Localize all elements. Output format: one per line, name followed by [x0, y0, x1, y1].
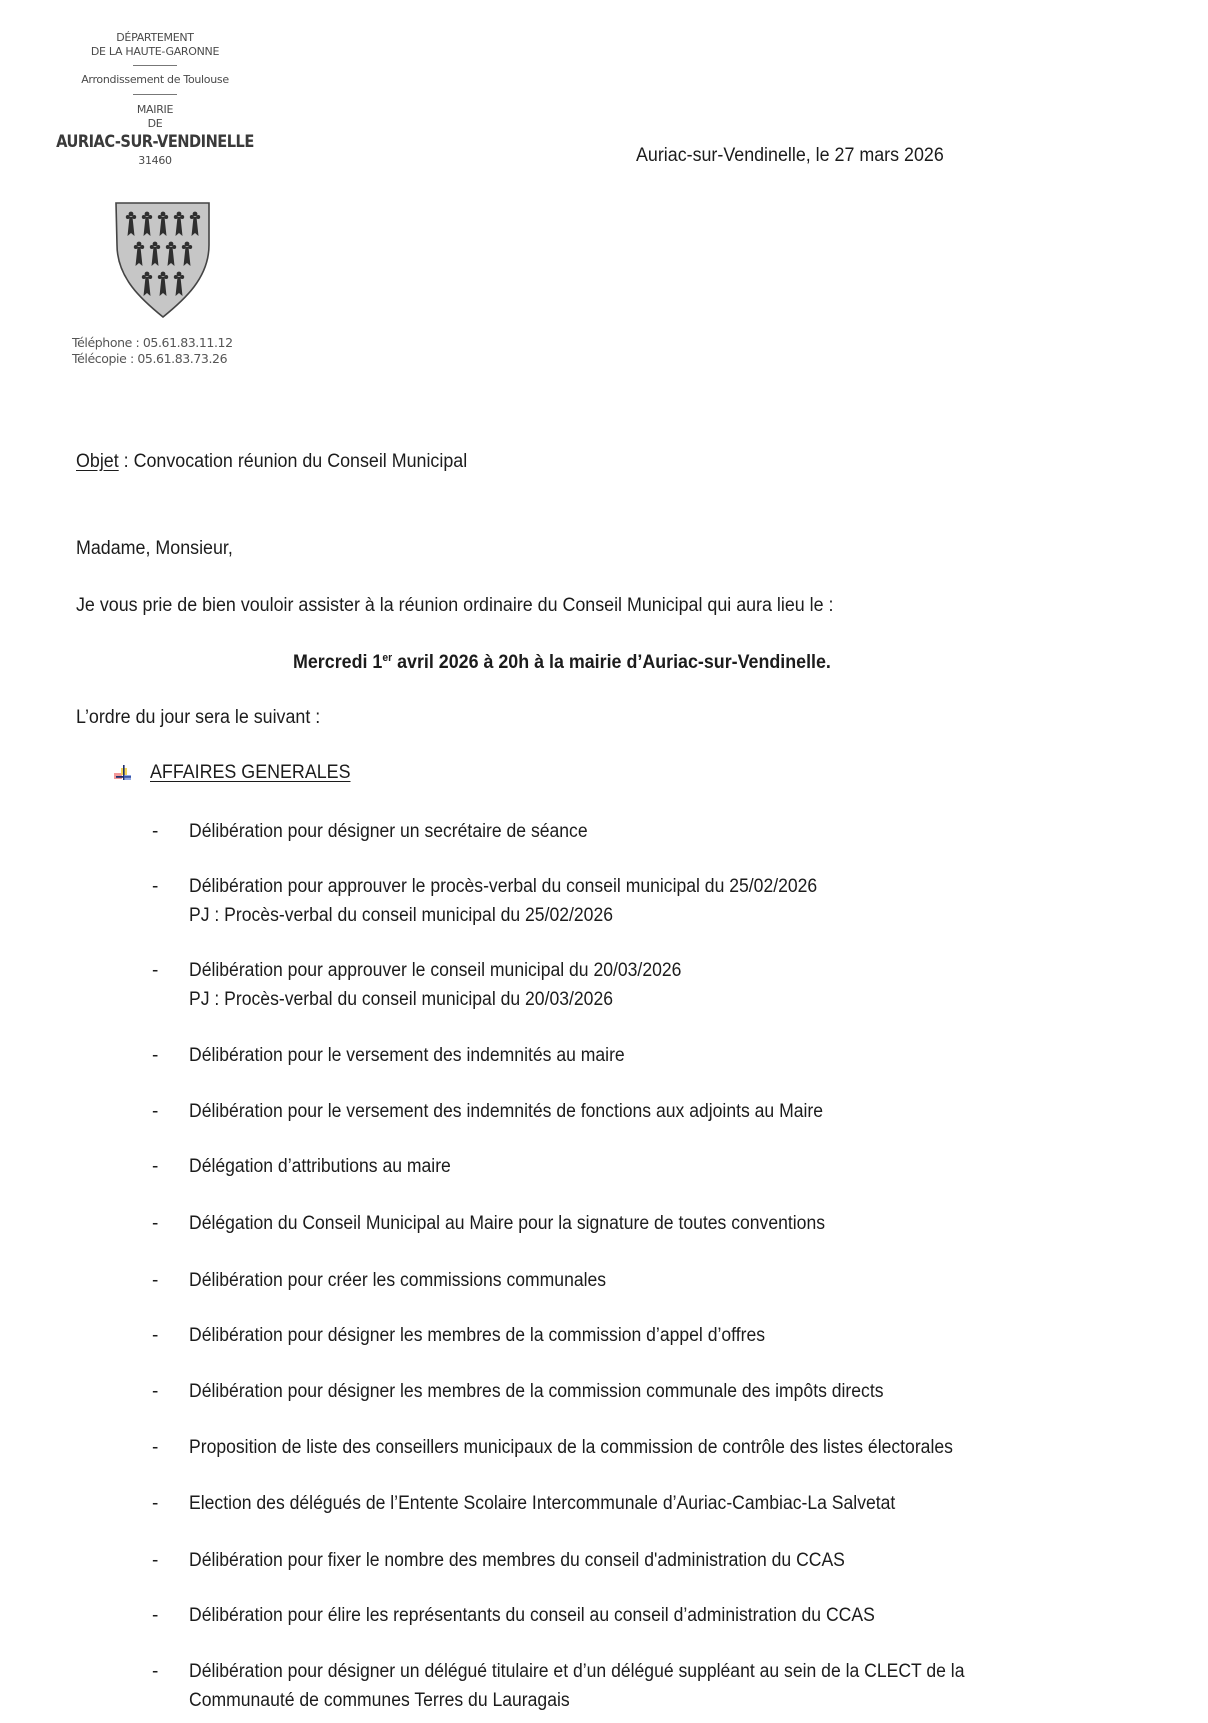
agenda-item-text: Délégation du Conseil Municipal au Maire pour la signature de toutes conventions [189, 1213, 826, 1234]
agenda-item-subtext: PJ : Procès-verbal du conseil municipal du 25/02/2026 [189, 905, 613, 926]
department-line-1: DÉPARTEMENT [116, 31, 194, 44]
list-dash: - [152, 1550, 159, 1571]
subject-label: Objet [76, 451, 119, 472]
de-label: DE [147, 117, 163, 130]
postcode: 31460 [138, 154, 172, 167]
meeting-suffix: avril 2026 à 20h à la mairie d’Auriac-sur-Vendinelle. [392, 652, 831, 673]
list-dash: - [152, 1325, 159, 1346]
list-dash: - [152, 960, 159, 981]
agenda-item-text: Délibération pour désigner les membres de la commission d’appel d’offres [189, 1325, 766, 1346]
agenda-intro: L’ordre du jour sera le suivant : [76, 707, 321, 728]
agenda-item-text: Délibération pour le versement des indemnités de fonctions aux adjoints au Maire [189, 1101, 824, 1122]
date-line: Auriac-sur-Vendinelle, le 27 mars 2026 [636, 145, 944, 166]
section-title: AFFAIRES GENERALES [150, 762, 351, 783]
letterhead [40, 31, 270, 168]
agenda-item-text: Délibération pour créer les commissions communales [189, 1270, 607, 1291]
subject-text: : Convocation réunion du Conseil Municipal [118, 451, 468, 472]
list-dash: - [152, 1437, 159, 1458]
telecopie: Télécopie : 05.61.83.73.26 [72, 351, 228, 366]
list-dash: - [152, 1045, 159, 1066]
list-dash: - [152, 1213, 159, 1234]
mairie-label: MAIRIE [136, 103, 174, 116]
list-dash: - [152, 1101, 159, 1122]
agenda-item-text: Délibération pour approuver le procès-verbal du conseil municipal du 25/02/2026 [189, 876, 818, 897]
agenda-item-text: Délibération pour désigner un secrétaire de séance [189, 821, 588, 842]
meeting-superscript: er [382, 652, 393, 664]
list-dash: - [152, 1493, 159, 1514]
agenda-item-text: Proposition de liste des conseillers municipaux de la commission de contrôle des listes électorales [189, 1437, 953, 1458]
arrondissement: Arrondissement de Toulouse [81, 73, 229, 86]
list-dash: - [152, 1661, 159, 1682]
coat-of-arms-icon [114, 200, 212, 320]
agenda-item-text: Délibération pour approuver le conseil municipal du 20/03/2026 [189, 960, 682, 981]
letterhead-divider [133, 94, 177, 95]
meeting-prefix: Mercredi 1 [293, 652, 383, 673]
list-dash: - [152, 1270, 159, 1291]
list-dash: - [152, 821, 159, 842]
department-line-2: DE LA HAUTE-GARONNE [90, 45, 220, 58]
agenda-item-text: Délibération pour fixer le nombre des membres du conseil d'administration du CCAS [189, 1550, 845, 1571]
agenda-item-subtext: Communauté de communes Terres du Lauragais [189, 1690, 570, 1711]
intro-paragraph: Je vous prie de bien vouloir assister à la réunion ordinaire du Conseil Municipal qui aura lieu le : [76, 595, 834, 616]
meeting-date-line [293, 652, 831, 674]
agenda-item-text: Election des délégués de l’Entente Scolaire Intercommunale d’Auriac-Cambiac-La Salvetat [189, 1493, 896, 1514]
subject-line [76, 451, 467, 473]
salutation: Madame, Monsieur, [76, 538, 233, 559]
list-dash: - [152, 1381, 159, 1402]
telephone: Téléphone : 05.61.83.11.12 [72, 335, 233, 350]
list-dash: - [152, 1605, 159, 1626]
list-dash: - [152, 876, 159, 897]
agenda-item-text: Délibération pour le versement des indemnités au maire [189, 1045, 625, 1066]
agenda-item-text: Délibération pour élire les représentants du conseil au conseil d’administration du CCAS [189, 1605, 875, 1626]
agenda-item-text: Délibération pour désigner les membres de la commission communale des impôts directs [189, 1381, 884, 1402]
letterhead-divider [133, 65, 177, 66]
arrow-bullet-icon [112, 763, 134, 783]
agenda-item-text: Délibération pour désigner un délégué titulaire et d’un délégué suppléant au sein de la CLECT de la [189, 1661, 965, 1682]
town-name: AURIAC-SUR-VENDINELLE [56, 132, 254, 152]
agenda-item-text: Délégation d’attributions au maire [189, 1156, 451, 1177]
list-dash: - [152, 1156, 159, 1177]
agenda-item-subtext: PJ : Procès-verbal du conseil municipal du 20/03/2026 [189, 989, 613, 1010]
